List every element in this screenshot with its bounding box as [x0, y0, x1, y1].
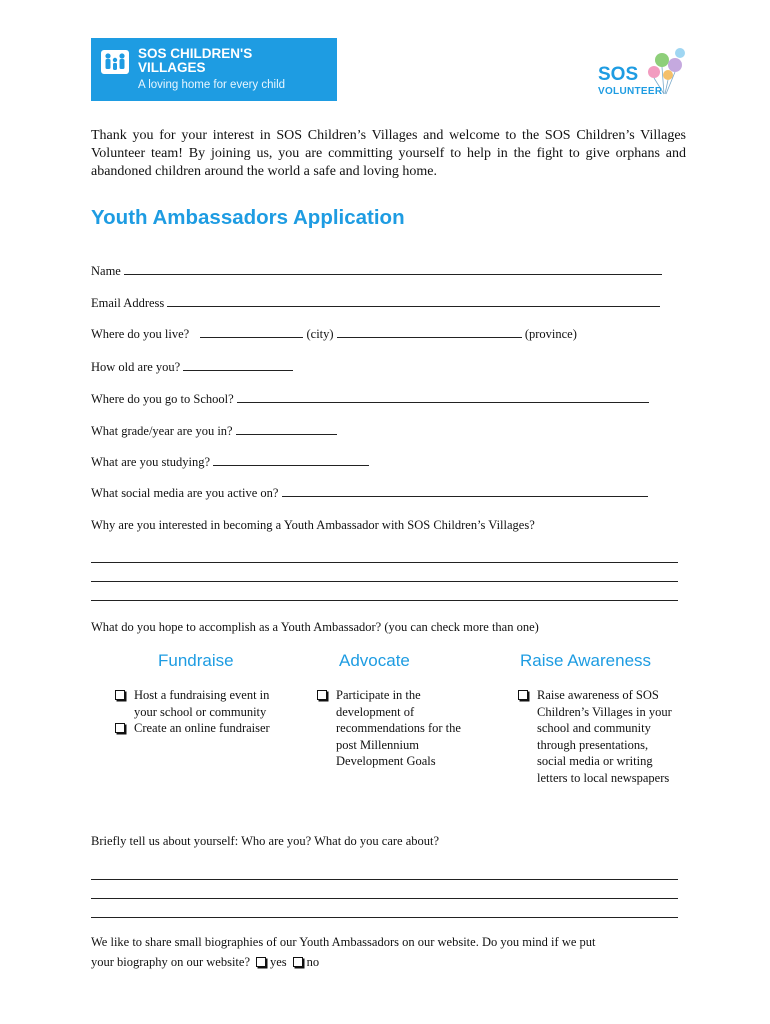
age-label: How old are you? [91, 360, 181, 374]
option-online-fundraiser[interactable]: Create an online fundraiser [112, 720, 282, 737]
live-label: Where do you live? [91, 327, 190, 341]
name-field[interactable] [124, 264, 662, 275]
no-checkbox[interactable] [293, 957, 303, 967]
org-name: SOS CHILDREN'S VILLAGES [138, 46, 253, 75]
about-answer-line-2[interactable] [91, 898, 678, 899]
name-row [91, 264, 662, 279]
studying-row [91, 455, 369, 470]
province-label: (province) [524, 327, 577, 341]
intro-paragraph: Thank you for your interest in SOS Children’s Villages and welcome to the SOS Children’s Villages Volunteer team! By joining us, you are committing yourself to help in the fight to give orphans and abandoned children around the world a safe and loving home. [91, 128, 686, 179]
fundraise-heading: Fundraise [158, 651, 234, 670]
checkbox-icon[interactable] [518, 690, 528, 700]
no-label: no [306, 955, 320, 969]
checkbox-icon[interactable] [317, 690, 327, 700]
province-field[interactable] [337, 327, 522, 338]
why-answer-line-2[interactable] [91, 581, 678, 582]
live-row [91, 327, 577, 342]
why-answer-line-3[interactable] [91, 600, 678, 601]
raise-awareness-heading: Raise Awareness [520, 651, 652, 670]
about-answer-line-3[interactable] [91, 917, 678, 918]
option-raise-awareness[interactable]: Raise awareness of SOS Children’s Villages in your school and community through presentations, social media or writing letters to local newspapers [515, 687, 680, 786]
city-label: (city) [306, 327, 334, 341]
raise-awareness-options [515, 687, 680, 786]
volunteer-text: VOLUNTEER [598, 86, 663, 97]
about-question: Briefly tell us about yourself: Who are you? What do you care about? [91, 834, 440, 848]
age-field[interactable] [183, 360, 293, 371]
volunteer-sos-text: SOS [598, 64, 639, 85]
about-answer-line-1[interactable] [91, 879, 678, 880]
option-host-fundraising-event[interactable]: Host a fundraising event in your school or community [112, 687, 282, 720]
email-row [91, 296, 660, 311]
school-row [91, 392, 649, 407]
grade-label: What grade/year are you in? [91, 424, 233, 438]
school-label: Where do you go to School? [91, 392, 234, 406]
email-field[interactable] [167, 296, 660, 307]
social-row [91, 486, 648, 501]
yes-checkbox[interactable] [256, 957, 266, 967]
bio-question-line-2: your biography on our website? yes no [91, 955, 320, 969]
checkbox-icon[interactable] [115, 690, 125, 700]
grade-field[interactable] [236, 424, 337, 435]
accomplish-question: What do you hope to accomplish as a Youth Ambassador? (you can check more than one) [91, 620, 539, 634]
grade-row [91, 424, 337, 439]
why-question: Why are you interested in becoming a Youth Ambassador with SOS Children’s Villages? [91, 518, 535, 532]
why-answer-line-1[interactable] [91, 562, 678, 563]
option-participate-recommendations[interactable]: Participate in the development of recommendations for the post Millennium Development Goals [314, 687, 484, 770]
studying-field[interactable] [213, 455, 369, 466]
social-label: What social media are you active on? [91, 486, 279, 500]
sos-volunteer-logo [590, 48, 690, 104]
yes-label: yes [270, 955, 287, 969]
email-label: Email Address [91, 296, 165, 310]
name-label: Name [91, 264, 121, 278]
social-field[interactable] [282, 486, 648, 497]
fundraise-options [112, 687, 282, 737]
advocate-options [314, 687, 484, 770]
page-title: Youth Ambassadors Application [91, 206, 405, 229]
studying-label: What are you studying? [91, 455, 211, 469]
org-tagline: A loving home for every child [138, 79, 286, 91]
advocate-heading: Advocate [339, 651, 410, 670]
bio-question-line-1: We like to share small biographies of our Youth Ambassadors on our website. Do you mind if we put [91, 935, 596, 949]
sos-childrens-villages-logo [91, 38, 337, 101]
age-row [91, 360, 293, 375]
checkbox-icon[interactable] [115, 723, 125, 733]
school-field[interactable] [237, 392, 649, 403]
city-field[interactable] [200, 327, 303, 338]
children-icon [101, 50, 129, 74]
